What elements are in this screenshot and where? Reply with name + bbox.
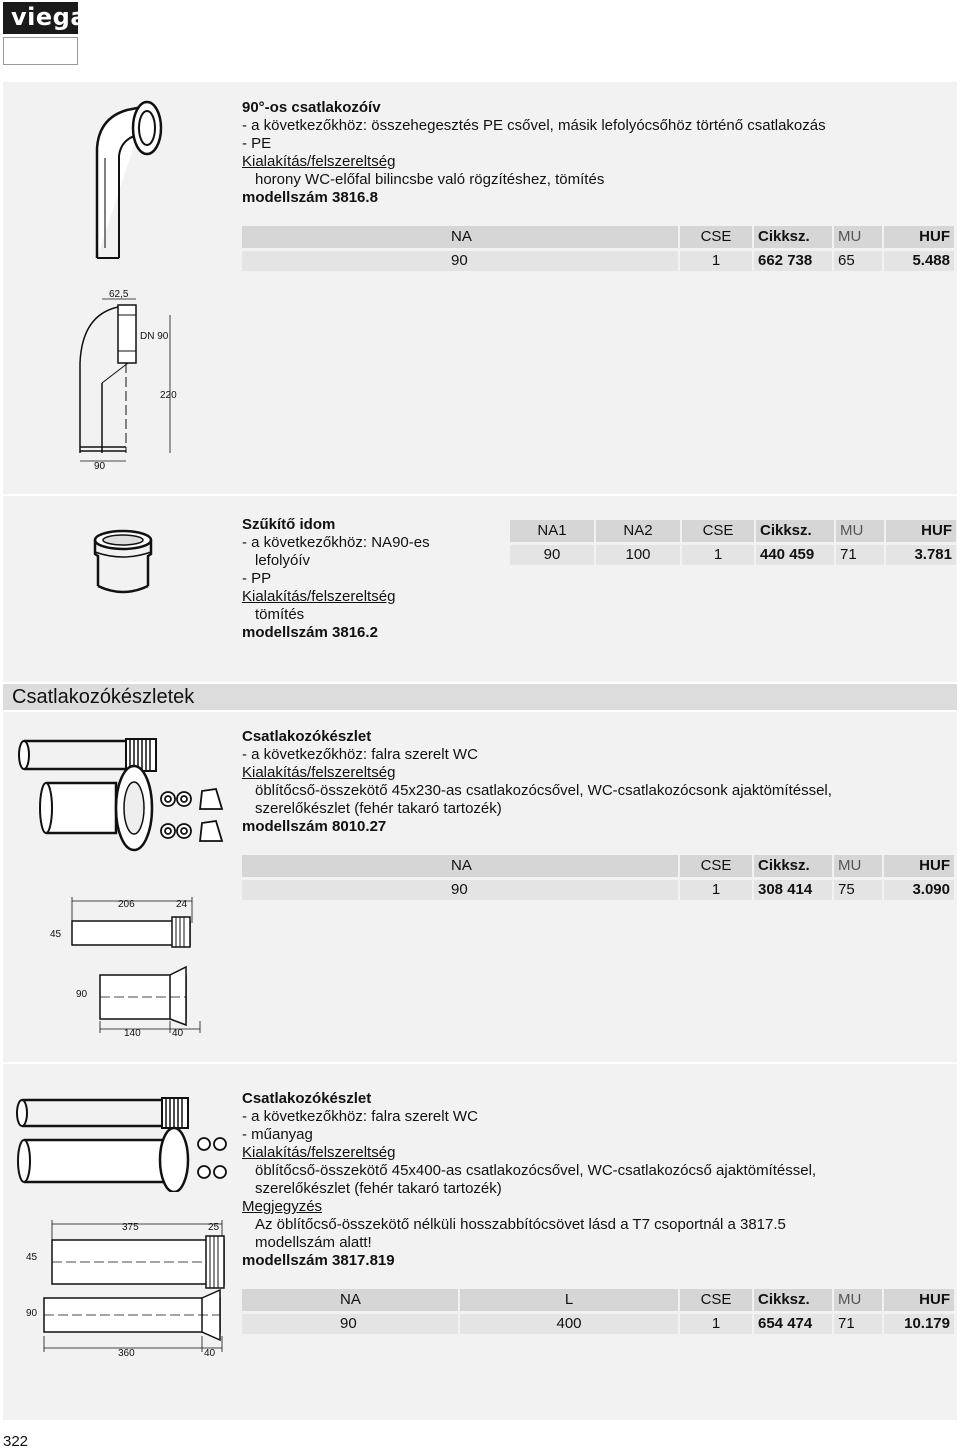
dim-label: 45 bbox=[50, 929, 62, 940]
product-line: - a következőkhöz: falra szerelt WC bbox=[242, 746, 478, 763]
table-row bbox=[242, 1314, 954, 1334]
dim-label: 360 bbox=[118, 1348, 135, 1359]
model-number: modellszám 3817.819 bbox=[242, 1252, 395, 1269]
logo-box bbox=[3, 37, 78, 65]
product-line: - műanyag bbox=[242, 1126, 313, 1143]
product-2-table bbox=[508, 520, 958, 565]
dim-label: 24 bbox=[176, 899, 188, 910]
elbow-dimension-drawing bbox=[60, 283, 190, 473]
dim-label: 62,5 bbox=[109, 289, 129, 300]
product-4-text bbox=[242, 1090, 816, 1270]
cell: 71 bbox=[836, 545, 884, 565]
dim-label: 90 bbox=[26, 1308, 38, 1319]
col-header: MU bbox=[836, 520, 884, 542]
col-header: CSE bbox=[680, 226, 752, 248]
cell: 1 bbox=[682, 545, 754, 565]
equip-label: Kialakítás/felszereltség bbox=[242, 764, 396, 781]
col-header: NA bbox=[242, 1289, 458, 1311]
product-line: - a következőkhöz: összehegesztés PE csővel, másik lefolyócsőhöz történő csatlakozás bbox=[242, 117, 826, 134]
cell: 440 459 bbox=[756, 545, 834, 565]
col-header: Cikksz. bbox=[754, 226, 832, 248]
col-header: HUF bbox=[884, 226, 954, 248]
equip-text: szerelőkészlet (fehér takaró tartozék) bbox=[255, 800, 502, 817]
dim-label: 90 bbox=[94, 461, 106, 472]
product-line: - a következőkhöz: NA90-es bbox=[242, 534, 430, 551]
cell: 90 bbox=[510, 545, 594, 565]
reducer-illustration bbox=[88, 528, 158, 600]
product-3-text bbox=[242, 728, 832, 836]
col-header: NA2 bbox=[596, 520, 680, 542]
table-row bbox=[242, 251, 954, 271]
kit-dimension-drawing bbox=[46, 893, 216, 1038]
col-header: CSE bbox=[682, 520, 754, 542]
kit-dimension-drawing-2 bbox=[22, 1216, 232, 1361]
dim-label: 220 bbox=[160, 390, 177, 401]
cell: 308 414 bbox=[754, 880, 832, 900]
dim-label: 40 bbox=[172, 1028, 184, 1038]
product-title: Csatlakozókészlet bbox=[242, 728, 372, 745]
col-header: MU bbox=[834, 855, 882, 877]
equip-text: szerelőkészlet (fehér takaró tartozék) bbox=[255, 1180, 502, 1197]
model-number: modellszám 3816.2 bbox=[242, 624, 378, 641]
note-label: Megjegyzés bbox=[242, 1198, 323, 1215]
product-line: - a következőkhöz: falra szerelt WC bbox=[242, 1108, 478, 1125]
col-header: NA1 bbox=[510, 520, 594, 542]
col-header: HUF bbox=[884, 855, 954, 877]
cell: 75 bbox=[834, 880, 882, 900]
note-text: modellszám alatt! bbox=[255, 1234, 372, 1251]
equip-label: Kialakítás/felszereltség bbox=[242, 153, 396, 170]
col-header: Cikksz. bbox=[754, 855, 832, 877]
connection-kit-illustration bbox=[16, 733, 236, 857]
cell: 662 738 bbox=[754, 251, 832, 271]
viega-logo: viega bbox=[3, 2, 78, 34]
col-header: CSE bbox=[680, 855, 752, 877]
col-header: NA bbox=[242, 855, 678, 877]
cell: 65 bbox=[834, 251, 882, 271]
cell: 90 bbox=[242, 251, 678, 271]
product-4-table bbox=[240, 1289, 956, 1334]
dim-label: 206 bbox=[118, 899, 135, 910]
equip-text: tömítés bbox=[255, 606, 305, 623]
section-title: Csatlakozókészletek bbox=[3, 684, 957, 710]
note-text: Az öblítőcső-összekötő nélküli hosszabbítócsövet lásd a T7 csoportnál a 3817.5 bbox=[255, 1216, 786, 1233]
dim-label: 40 bbox=[204, 1348, 216, 1359]
col-header: CSE bbox=[680, 1289, 752, 1311]
product-2-text bbox=[242, 516, 430, 642]
cell: 90 bbox=[242, 880, 678, 900]
product-1-table bbox=[240, 226, 956, 271]
connection-kit-illustration-2 bbox=[14, 1092, 236, 1192]
table-row bbox=[242, 880, 954, 900]
model-number: modellszám 8010.27 bbox=[242, 818, 387, 835]
col-header: Cikksz. bbox=[756, 520, 834, 542]
cell: 3.090 bbox=[884, 880, 954, 900]
dim-label: 90 bbox=[76, 989, 88, 1000]
cell: 10.179 bbox=[884, 1314, 954, 1334]
cell: 3.781 bbox=[886, 545, 956, 565]
product-title: Szűkítő idom bbox=[242, 516, 336, 533]
col-header: HUF bbox=[884, 1289, 954, 1311]
cell: 1 bbox=[680, 251, 752, 271]
dim-label: 375 bbox=[122, 1222, 139, 1233]
product-1-text bbox=[242, 99, 826, 207]
cell: 100 bbox=[596, 545, 680, 565]
equip-text: horony WC-előfal bilincsbe való rögzítéshez, tömítés bbox=[255, 171, 605, 188]
cell: 71 bbox=[834, 1314, 882, 1334]
equip-text: öblítőcső-összekötő 45x400-as csatlakozócsővel, WC-csatlakozócső ajaktömítéssel, bbox=[255, 1162, 817, 1179]
dim-label: 25 bbox=[208, 1222, 220, 1233]
cell: 1 bbox=[680, 1314, 752, 1334]
elbow-illustration bbox=[85, 98, 175, 263]
col-header: HUF bbox=[886, 520, 956, 542]
page-number: 322 bbox=[3, 1433, 29, 1450]
dim-label: DN 90 bbox=[140, 331, 169, 342]
cell: 1 bbox=[680, 880, 752, 900]
cell: 400 bbox=[460, 1314, 678, 1334]
dim-label: 140 bbox=[124, 1028, 141, 1038]
col-header: L bbox=[460, 1289, 678, 1311]
product-line: - PP bbox=[242, 570, 272, 587]
model-number: modellszám 3816.8 bbox=[242, 189, 378, 206]
col-header: MU bbox=[834, 226, 882, 248]
product-title: 90°-os csatlakozóív bbox=[242, 99, 381, 116]
equip-text: öblítőcső-összekötő 45x230-as csatlakozócsővel, WC-csatlakozócsonk ajaktömítéssel, bbox=[255, 782, 832, 799]
product-3-table bbox=[240, 855, 956, 900]
product-title: Csatlakozókészlet bbox=[242, 1090, 372, 1107]
table-row bbox=[510, 545, 956, 565]
product-line: lefolyóív bbox=[255, 552, 311, 569]
equip-label: Kialakítás/felszereltség bbox=[242, 588, 396, 605]
cell: 654 474 bbox=[754, 1314, 832, 1334]
cell: 5.488 bbox=[884, 251, 954, 271]
col-header: Cikksz. bbox=[754, 1289, 832, 1311]
equip-label: Kialakítás/felszereltség bbox=[242, 1144, 396, 1161]
cell: 90 bbox=[242, 1314, 458, 1334]
product-line: - PE bbox=[242, 135, 272, 152]
dim-label: 45 bbox=[26, 1252, 38, 1263]
col-header: MU bbox=[834, 1289, 882, 1311]
col-header: NA bbox=[242, 226, 678, 248]
